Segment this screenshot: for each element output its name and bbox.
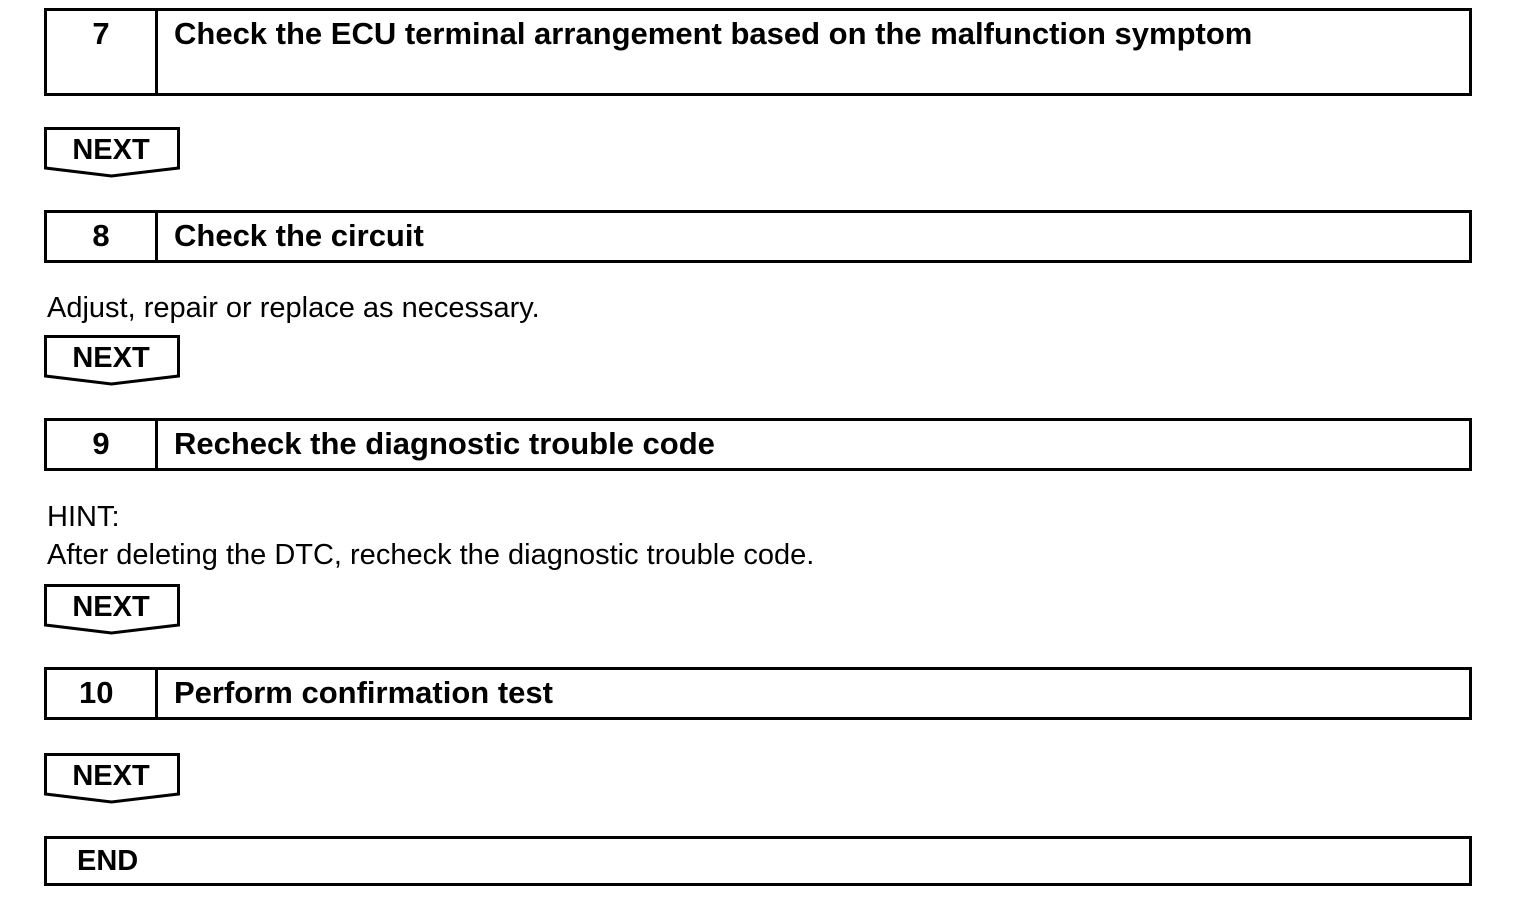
step-9-hint-label: HINT:	[47, 501, 120, 533]
end-box	[44, 836, 1472, 886]
next-button-4[interactable]	[44, 753, 182, 805]
step-9-box	[44, 418, 1472, 471]
step-8-box	[44, 210, 1472, 263]
step-7-title: Check the ECU terminal arrangement based on the malfunction symptom	[174, 16, 1253, 51]
next-button-1[interactable]	[44, 127, 182, 179]
next-button-2[interactable]	[44, 335, 182, 387]
next-button-3-label: NEXT	[72, 591, 150, 623]
step-10-number: 10	[47, 670, 158, 717]
step-8-number: 8	[47, 213, 158, 260]
end-label: END	[77, 845, 139, 877]
step-9-number: 9	[47, 421, 158, 468]
step-9-title: Recheck the diagnostic trouble code	[174, 426, 715, 461]
next-button-4-label: NEXT	[72, 760, 150, 792]
step-10-box	[44, 667, 1472, 720]
next-button-1-label: NEXT	[72, 134, 150, 166]
step-7-box	[44, 8, 1472, 96]
next-button-3[interactable]	[44, 584, 182, 636]
step-10-title: Perform confirmation test	[174, 675, 553, 710]
next-button-2-label: NEXT	[72, 342, 150, 374]
step-9-hint-text: After deleting the DTC, recheck the diagnostic trouble code.	[47, 539, 815, 571]
step-8-title: Check the circuit	[174, 218, 424, 253]
step-7-number: 7	[47, 11, 158, 93]
step-8-note: Adjust, repair or replace as necessary.	[47, 292, 540, 324]
